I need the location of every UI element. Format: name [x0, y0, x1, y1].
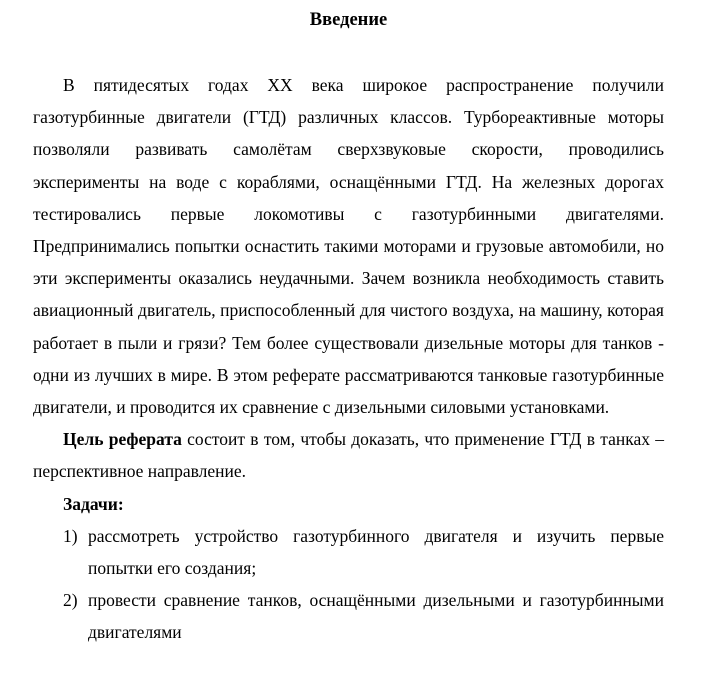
intro-paragraph	[33, 69, 664, 423]
task-item-1	[33, 520, 664, 584]
goal-paragraph-text: состоит в том, чтобы доказать, что применение ГТД в танках – перспективное направление.	[33, 429, 664, 482]
task-item-2	[33, 584, 664, 648]
tasks-list	[33, 520, 664, 649]
goal-paragraph	[33, 423, 664, 487]
tasks-heading: Задачи:	[63, 493, 124, 514]
task-2-marker: 2)	[63, 590, 78, 611]
goal-lead-bold: Цель реферата	[63, 429, 182, 450]
section-title: Введение	[309, 10, 388, 30]
intro-paragraph-text: В пятидесятых годах ХХ века широкое распространение получили газотурбинные двигатели (ГТД) различных классов. Турбореактивные моторы позволяли развивать самолётам сверхзвуковые скорости, проводились эксперименты на воде с кораблями, оснащёнными ГТД. На железных дорогах тестировались первые локомотивы с газотурбинными двигателями. Предпринимались попытки оснастить такими моторами и грузовые автомобили, но эти эксперименты оказались неудачными. Зачем возникла необходимость ставить авиационный двигатель, приспособленный для чистого воздуха, на машину, которая работает в пыли и грязи? Тем более существовали дизельные моторы для танков - одни из лучших в мире. В этом реферате рассматриваются танковые газотурбинные двигатели, и проводится их сравнение с дизельными силовыми установками.	[33, 75, 664, 418]
task-2-text: провести сравнение танков, оснащёнными дизельными и газотурбинными двигателями	[88, 590, 664, 643]
task-1-marker: 1)	[63, 525, 78, 546]
task-1-text: рассмотреть устройство газотурбинного двигателя и изучить первые попытки его создания;	[88, 525, 664, 579]
